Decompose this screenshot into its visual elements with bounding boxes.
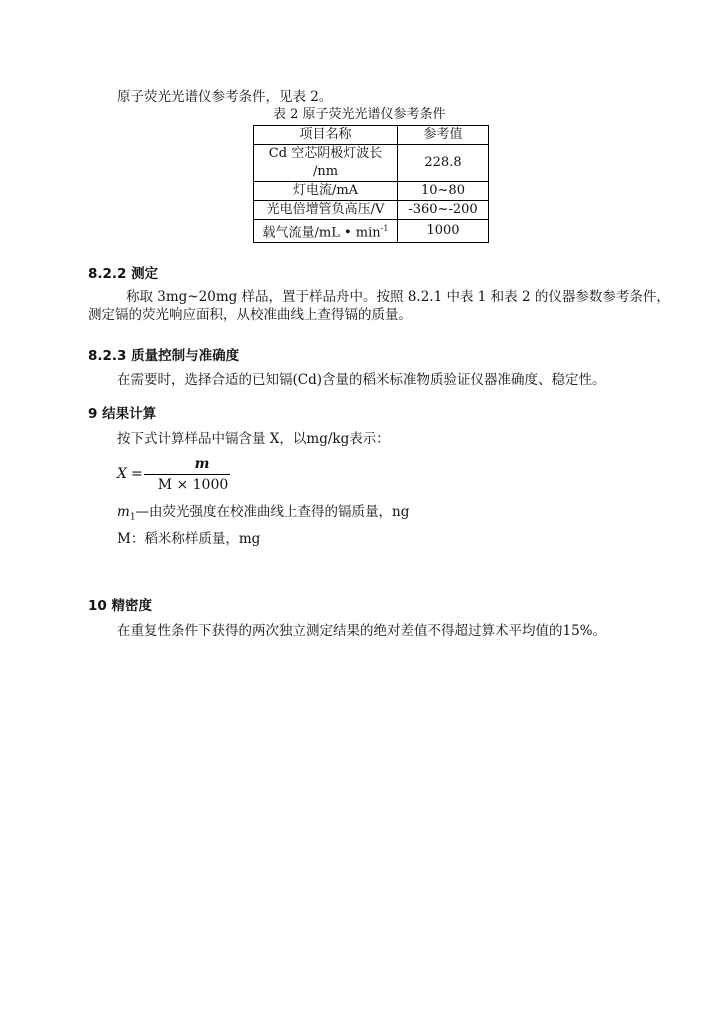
table-header-row xyxy=(254,126,489,145)
formula-lhs: X xyxy=(117,466,127,482)
variable-symbol: m xyxy=(117,504,130,520)
unit-superscript: -1 xyxy=(380,224,389,233)
table-row xyxy=(254,145,489,182)
variable-subscript: 1 xyxy=(129,512,136,523)
table-cell-value: -360~-200 xyxy=(398,201,489,220)
table-cell-value: 10~80 xyxy=(398,182,489,201)
instrument-parameters-table xyxy=(253,125,489,243)
formula-equals: = xyxy=(131,466,143,482)
section-heading-10: 10 精密度 xyxy=(88,598,152,614)
table-cell-name xyxy=(254,220,398,243)
table-row xyxy=(254,201,489,220)
formula-numerator: m xyxy=(194,456,210,472)
section-heading-8-2-3: 8.2.3 质量控制与准确度 xyxy=(88,348,240,364)
table-header-cell: 参考值 xyxy=(398,126,489,145)
paragraph-line: 在重复性条件下获得的两次独立测定结果的绝对差值不得超过算术平均值的15%。 xyxy=(117,623,607,639)
paragraph-line: 在需要时，选择合适的已知镉(Cd)含量的稻米标准物质验证仪器准确度、稳定性。 xyxy=(117,372,606,388)
table-cell-name: 灯电流/mA xyxy=(254,182,398,201)
formula-denominator: M × 1000 xyxy=(157,477,229,493)
table-caption: 表 2 原子荧光光谱仪参考条件 xyxy=(273,107,446,122)
paragraph-line: 称取 3mg~20mg 样品，置于样品舟中。按照 8.2.1 中表 1 和表 2 的仪器参数参考条件， xyxy=(126,289,670,305)
fraction-bar xyxy=(144,474,230,475)
table-cell-value: 228.8 xyxy=(398,145,489,182)
paragraph-line: 测定镉的荧光响应面积，从校准曲线上查得镉的质量。 xyxy=(88,307,412,323)
table-cell-name xyxy=(254,145,398,182)
section-heading-8-2-2: 8.2.2 测定 xyxy=(88,266,159,282)
table-row xyxy=(254,220,489,243)
intro-line: 原子荧光光谱仪参考条件，见表 2。 xyxy=(117,89,333,105)
variable-definition-M: M：稻米称样质量，mg xyxy=(117,531,261,547)
cell-text: 载气流量/mL • min xyxy=(262,225,381,241)
variable-definition-m1 xyxy=(117,503,409,527)
table-cell-value: 1000 xyxy=(398,220,489,243)
cell-text-line: Cd 空芯阴极灯波长 xyxy=(268,146,383,161)
table-cell-name: 光电倍增管负高压/V xyxy=(254,201,398,220)
cell-text-line: /nm xyxy=(312,164,339,179)
section-heading-9: 9 结果计算 xyxy=(88,406,157,422)
definition-text: —由荧光强度在校准曲线上查得的镉质量，ng xyxy=(135,504,410,520)
table-header-cell: 项目名称 xyxy=(254,126,398,145)
paragraph-line: 按下式计算样品中镉含量 X，以mg/kg表示： xyxy=(117,431,390,447)
table-row xyxy=(254,182,489,201)
